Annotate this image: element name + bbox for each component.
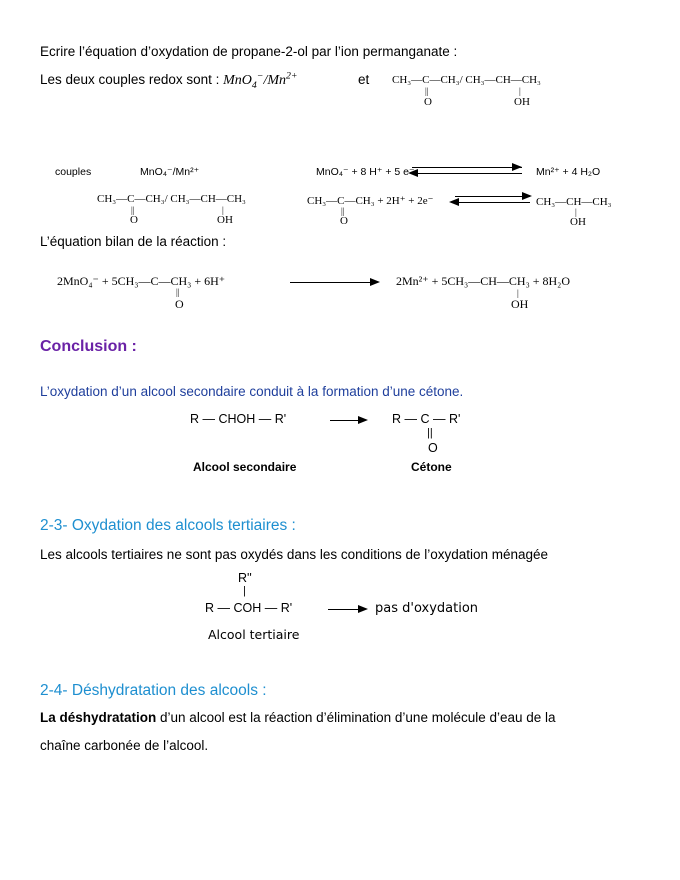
bilan-arrow [290, 282, 372, 283]
bilan-right-oh: OH [511, 297, 529, 311]
intro-et: et [358, 72, 370, 87]
org-couple-o: O [130, 214, 138, 226]
bilan-left: 2MnO₄⁻ + 5CH₃—C—CH₃ + 6H⁺ [57, 274, 226, 288]
tertiary-alcohol-formula: R — COH — R' [205, 601, 293, 615]
tertiary-r-top: R'' [238, 571, 252, 585]
label-secondary-alcohol: Alcool secondaire [193, 460, 297, 474]
conclusion-text: L’oxydation d’un alcool secondaire conduit à la formation d’une cétone. [40, 384, 464, 399]
bilan-right: 2Mn²⁺ + 5CH₃—CH—CH₃ + 8H₂O [396, 274, 571, 288]
intro-line-1: Ecrire l’équation d’oxydation de propane-2-ol par l’ion permanganate : [40, 44, 458, 59]
conclusion-heading: Conclusion : [40, 338, 137, 355]
section-2-4-text: La déshydratation d’un alcool est la réaction d’élimination d’une molécule d’eau de la [40, 710, 556, 725]
half-eq-2-left: CH₃—C—CH₃ + 2H⁺ + 2e⁻ [307, 195, 434, 207]
half-eq-2-right: CH₃—CH—CH₃ [536, 196, 612, 208]
org-couple: CH₃—C—CH₃/ CH₃—CH—CH₃ [97, 193, 246, 205]
half-eq-2-o: O [340, 215, 348, 227]
bilan-left-o: O [175, 297, 184, 311]
section-2-4-text-line-2: chaîne carbonée de l’alcool. [40, 738, 209, 753]
equilibrium-arrow-1-top [412, 167, 522, 168]
intro-alcohol-oh: OH [514, 96, 530, 108]
ketone-o: O [428, 441, 438, 455]
org-couple-oh: OH [217, 214, 233, 226]
section-2-4-heading: 2-4- Déshydratation des alcools : [40, 682, 267, 699]
conclusion-arrow [330, 420, 360, 421]
section-2-3-text: Les alcools tertiaires ne sont pas oxydés dans les conditions de l’oxydation ménagée [40, 547, 549, 562]
tertiary-arrow [328, 609, 360, 610]
intro-line-2 [40, 72, 298, 89]
half-eq-2-oh: OH [570, 216, 586, 228]
label-tertiary-alcohol: Alcool tertiaire [208, 627, 300, 642]
section-2-3-heading: 2-3- Oxydation des alcools tertiaires : [40, 517, 296, 534]
ketone-formula: R — C — R' [392, 412, 461, 426]
couple-mno4: MnO₄⁻/Mn²⁺ [140, 166, 200, 178]
equilibrium-arrow-2-top [455, 196, 530, 197]
intro-ketone-o: O [424, 96, 432, 108]
dehydration-term: La déshydratation [40, 710, 157, 725]
intro-prefix: Les deux couples redox sont : [40, 72, 220, 87]
secondary-alcohol-formula: R — CHOH — R' [190, 412, 287, 426]
half-eq-1-left: MnO₄⁻ + 8 H⁺ + 5 e⁻ [316, 166, 415, 178]
intro-ketone-couple: CH₃—C—CH₃/ CH₃—CH—CH₃ [392, 74, 541, 86]
bilan-title: L’équation bilan de la réaction : [40, 234, 227, 249]
no-oxidation: pas d'oxydation [375, 601, 479, 616]
redox-couple-mno4: $MnO_4^-/Mn^{2+}$ [223, 70, 298, 91]
label-ketone: Cétone [411, 460, 452, 474]
couples-label: couples [55, 166, 92, 178]
half-eq-1-right: Mn²⁺ + 4 H₂O [536, 166, 601, 178]
